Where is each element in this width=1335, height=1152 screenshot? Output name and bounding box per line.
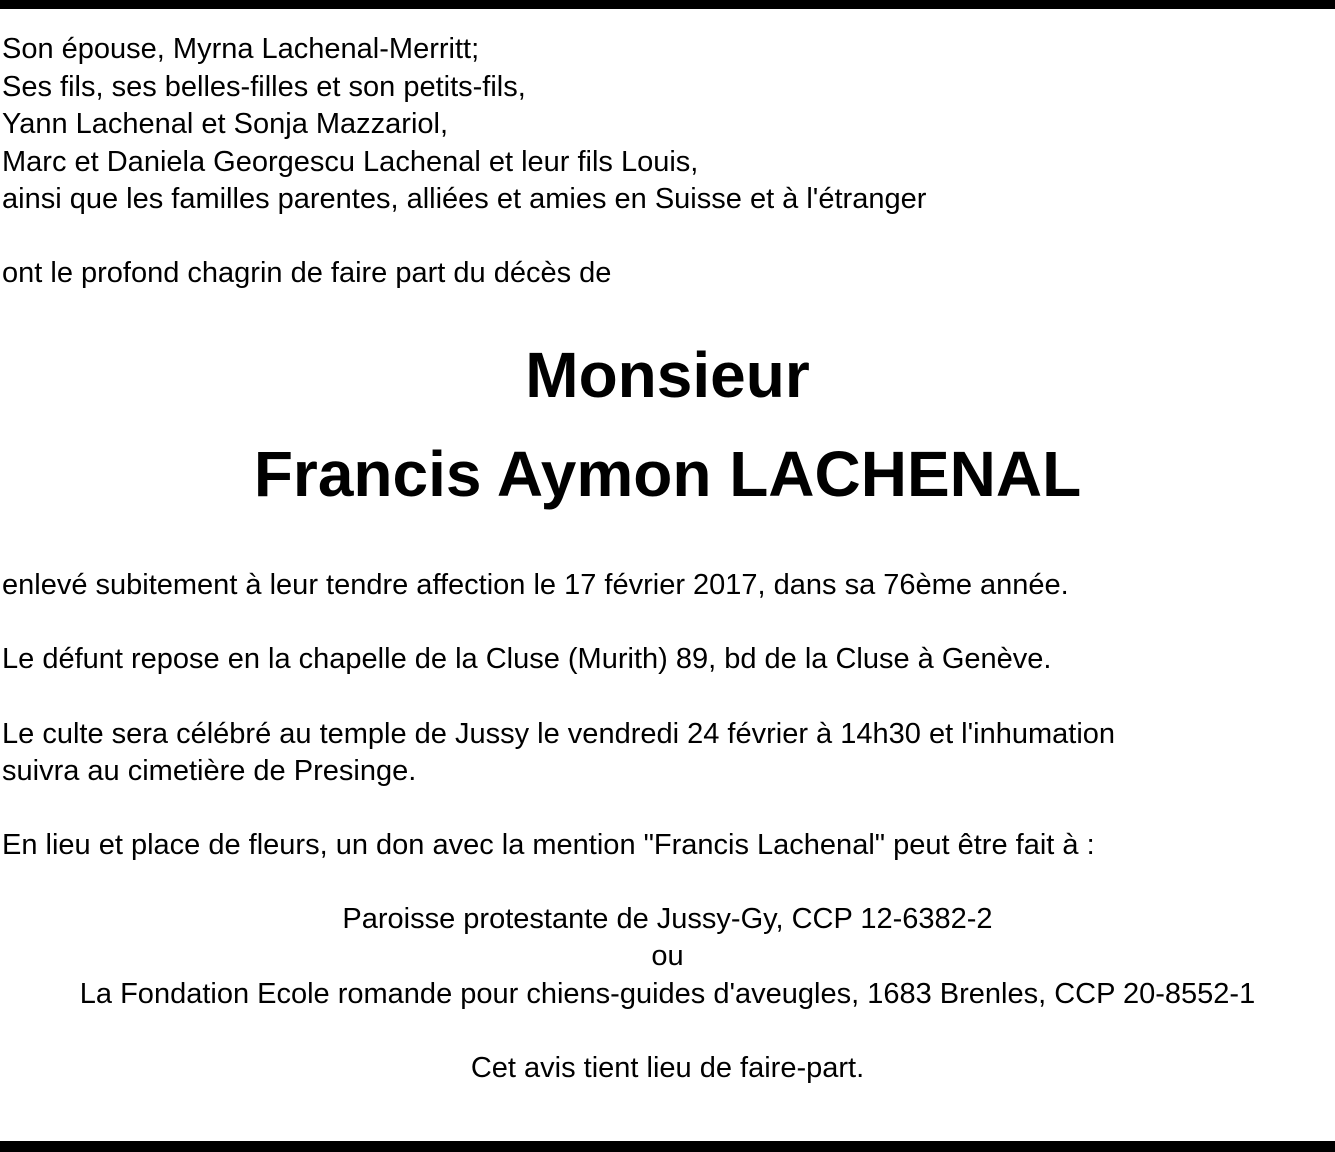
death-notice-text: enlevé subitement à leur tendre affection le 17 février 2017, dans sa 76ème année. — [2, 569, 1069, 601]
donation-separator: ou — [651, 940, 684, 972]
family-line: Yann Lachenal et Sonja Mazzariol, — [2, 108, 449, 140]
deceased-honorific: Monsieur — [525, 339, 810, 411]
announcement-text: ont le profond chagrin de faire part du décès de — [2, 257, 612, 289]
donation-option-foundation: La Fondation Ecole romande pour chiens-guides d'aveugles, 1683 Brenles, CCP 20-8552-1 — [79, 978, 1256, 1010]
family-line: Ses fils, ses belles-filles et son petits-fils, — [2, 70, 526, 103]
closing-text: Cet avis tient lieu de faire-part. — [470, 1052, 865, 1084]
service-text-line-2: suivra au cimetière de Presinge. — [2, 755, 417, 787]
bottom-border-rule — [0, 1141, 1335, 1152]
donation-option-parish: Paroisse protestante de Jussy-Gy, CCP 12-6382-2 — [342, 903, 993, 935]
donation-intro: En lieu et place de fleurs, un don avec la mention "Francis Lachenal" peut être fait à : — [2, 829, 1095, 861]
repose-text: Le défunt repose en la chapelle de la Cluse (Murith) 89, bd de la Cluse à Genève. — [2, 643, 1052, 675]
family-members-block — [2, 31, 926, 219]
family-line: Son épouse, Myrna Lachenal-Merritt; — [2, 33, 480, 65]
family-line: ainsi que les familles parentes, alliées et amies en Suisse et à l'étranger — [2, 183, 927, 215]
family-line: Marc et Daniela Georgescu Lachenal et leur fils Louis, — [2, 145, 699, 178]
top-border-rule — [0, 0, 1335, 9]
deceased-name: Francis Aymon LACHENAL — [253, 438, 1082, 510]
service-text-line-1: Le culte sera célébré au temple de Jussy le vendredi 24 février à 14h30 et l'inhumation — [2, 718, 1116, 750]
